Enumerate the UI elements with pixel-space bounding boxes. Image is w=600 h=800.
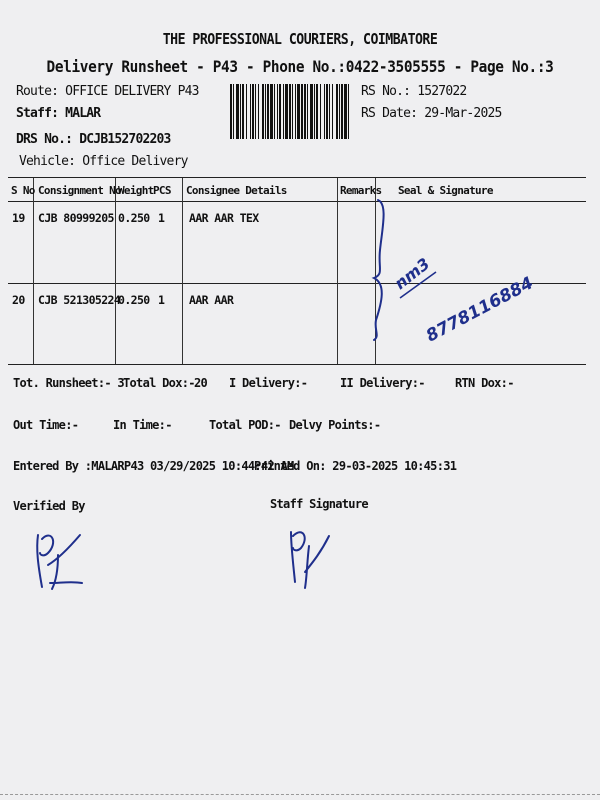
col-divider — [115, 178, 116, 364]
route-label: Route: OFFICE DELIVERY P43 — [16, 84, 199, 99]
row-sno: 19 — [12, 211, 25, 225]
total-dox-value: 20 — [194, 376, 208, 390]
staff-signature-label: Staff Signature — [270, 497, 368, 511]
rs-number: RS No.: 1527022 — [361, 84, 467, 99]
row-sno: 20 — [12, 293, 25, 307]
i-delivery-label: I Delivery:- — [229, 376, 308, 390]
delvy-points-label: Delvy Points:- — [289, 418, 381, 432]
header-remarks: Remarks — [340, 184, 382, 197]
row-weight: 0.250 — [118, 211, 150, 225]
staff-signature — [283, 522, 343, 594]
row-weight: 0.250 — [118, 293, 150, 307]
drs-number: DRS No.: DCJB152702203 — [16, 132, 171, 147]
printed-on: Printed On: 29-03-2025 10:45:31 — [254, 459, 457, 473]
row-pcs: 1 — [158, 211, 165, 225]
staff-label: Staff: MALAR — [16, 106, 101, 121]
receiver-name: nm3 — [390, 254, 434, 294]
rs-date: RS Date: 29-Mar-2025 — [361, 106, 502, 121]
entered-by: Entered By :MALARP43 03/29/2025 10:44:42 AM — [13, 459, 294, 473]
ii-delivery-label: II Delivery:- — [340, 376, 425, 390]
table-top-rule — [8, 177, 586, 178]
barcode — [230, 84, 352, 139]
header-consignee: Consignee Details — [186, 184, 287, 197]
header-weight: Weight — [118, 184, 154, 197]
out-time-label: Out Time:- — [13, 418, 79, 432]
receiver-phone: 8778116884 — [422, 273, 537, 347]
row-consignment: CJB 521305224 — [38, 293, 121, 307]
verified-by-label: Verified By — [13, 499, 85, 513]
row-consignee: AAR AAR — [189, 293, 234, 307]
page-bottom-edge — [0, 794, 600, 795]
total-pod-label: Total POD:- — [209, 418, 281, 432]
header-consignment: Consignment No — [38, 184, 121, 197]
col-divider — [33, 178, 34, 364]
receiver-signature — [360, 190, 537, 350]
total-dox-label: Total Dox:- — [123, 376, 195, 390]
row-pcs: 1 — [158, 293, 165, 307]
in-time-label: In Time:- — [113, 418, 172, 432]
vehicle-label: Vehicle: Office Delivery — [19, 154, 188, 169]
row-consignment: CJB 80999205 — [38, 211, 114, 225]
verifier-signature — [28, 525, 88, 595]
company-title: THE PROFESSIONAL COURIERS, COIMBATORE — [162, 30, 438, 48]
table-bottom-rule — [8, 364, 586, 365]
col-divider — [337, 178, 338, 364]
col-divider — [182, 178, 183, 364]
header-seal-signature: Seal & Signature — [398, 184, 493, 197]
runsheet-subtitle: Delivery Runsheet - P43 - Phone No.:0422-3505555 - Page No.:3 — [46, 57, 554, 76]
row-consignee: AAR AAR TEX — [189, 211, 259, 225]
rtn-dox-label: RTN Dox:- — [455, 376, 514, 390]
header-pcs: PCS — [153, 184, 171, 197]
total-runsheet: Tot. Runsheet:- 3 — [13, 376, 124, 390]
header-sno: S No — [11, 184, 35, 197]
